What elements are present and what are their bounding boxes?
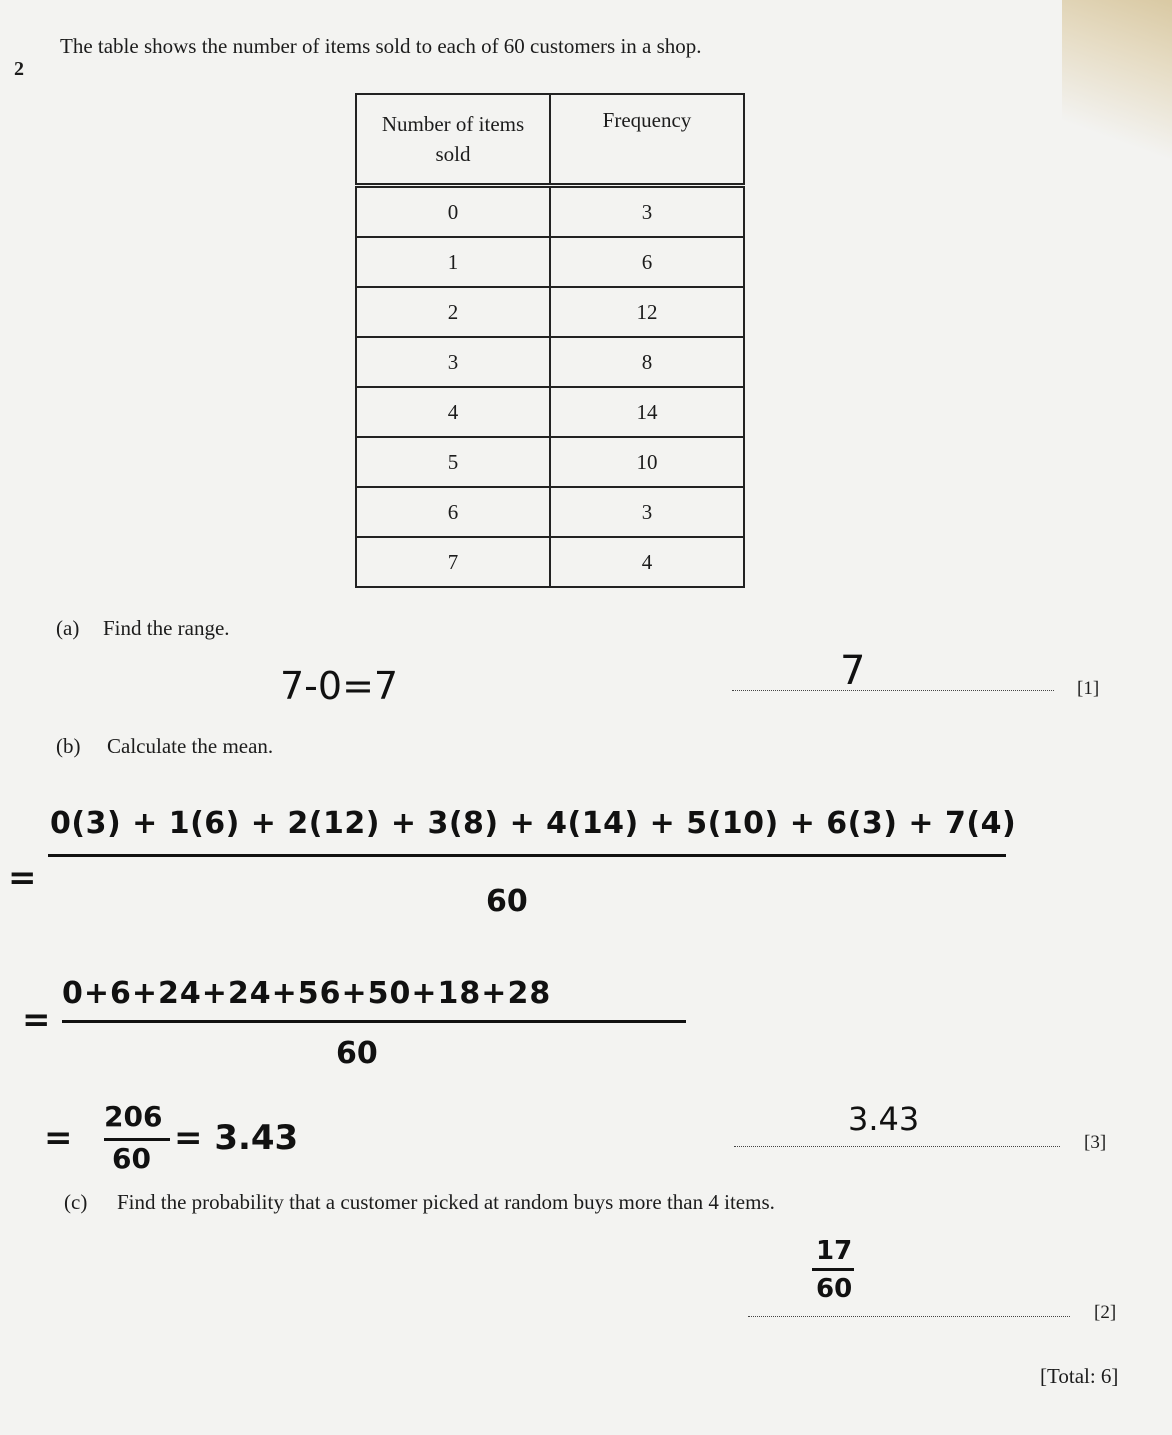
items-cell: 6 <box>356 487 550 537</box>
part-b-line2-equals: = <box>22 1000 51 1040</box>
items-cell: 2 <box>356 287 550 337</box>
total-marks: [Total: 6] <box>1040 1364 1119 1388</box>
paper-edge-shading <box>1062 0 1172 190</box>
part-a-marks: [1] <box>1077 678 1100 699</box>
part-b-line3-result: = 3.43 <box>174 1118 299 1158</box>
header-items-sold: Number of items sold <box>356 94 550 186</box>
frequency-cell: 12 <box>550 287 744 337</box>
part-c-fraction-bar <box>812 1268 854 1271</box>
part-b-line1-denominator: 60 <box>486 884 528 919</box>
part-b-label: (b) <box>56 734 81 758</box>
part-b-line3-denominator: 60 <box>112 1142 151 1175</box>
part-a-prompt: Find the range. <box>103 616 230 640</box>
part-b-line2-denominator: 60 <box>336 1036 378 1071</box>
part-b-answer: 3.43 <box>848 1100 920 1138</box>
table-row <box>356 437 744 487</box>
table-row <box>356 237 744 287</box>
items-cell: 4 <box>356 387 550 437</box>
table-row <box>356 387 744 437</box>
items-cell: 3 <box>356 337 550 387</box>
frequency-table <box>355 93 745 588</box>
table-row <box>356 487 744 537</box>
part-b-line2-numerator: 0+6+24+24+56+50+18+28 <box>62 976 552 1011</box>
frequency-cell: 4 <box>550 537 744 587</box>
table-row <box>356 537 744 587</box>
table-row <box>356 186 744 238</box>
part-b-line1-numerator: 0(3) + 1(6) + 2(12) + 3(8) + 4(14) + 5(10) + 6(3) + 7(4) <box>50 806 1017 841</box>
part-a-label: (a) <box>56 616 80 640</box>
frequency-cell: 10 <box>550 437 744 487</box>
part-b-line2-fraction-bar <box>62 1020 686 1023</box>
part-b-prompt: Calculate the mean. <box>107 734 274 758</box>
header-frequency: Frequency <box>550 94 744 186</box>
frequency-cell: 3 <box>550 186 744 238</box>
part-a-answer-line <box>732 690 1054 691</box>
part-b-marks: [3] <box>1084 1132 1107 1153</box>
question-number: 2 <box>14 58 24 80</box>
part-c-label: (c) <box>64 1190 88 1214</box>
table-header-row <box>356 94 744 186</box>
items-cell: 7 <box>356 537 550 587</box>
part-b-line3-numerator: 206 <box>104 1100 163 1133</box>
part-a-working: 7-0=7 <box>280 664 399 708</box>
part-b-line1-fraction-bar <box>48 854 1006 857</box>
items-cell: 5 <box>356 437 550 487</box>
frequency-cell: 3 <box>550 487 744 537</box>
items-cell: 0 <box>356 186 550 238</box>
question-stem: The table shows the number of items sold to each of 60 customers in a shop. <box>60 34 702 58</box>
frequency-cell: 8 <box>550 337 744 387</box>
part-a-answer: 7 <box>840 648 866 694</box>
part-b-answer-line <box>734 1146 1060 1147</box>
part-b-line3-equals: = <box>44 1118 73 1158</box>
frequency-cell: 6 <box>550 237 744 287</box>
table-row <box>356 287 744 337</box>
frequency-cell: 14 <box>550 387 744 437</box>
part-c-answer-line <box>748 1316 1070 1317</box>
items-cell: 1 <box>356 237 550 287</box>
part-b-line3-fraction-bar <box>104 1138 170 1141</box>
part-c-answer-numerator: 17 <box>816 1236 853 1266</box>
part-c-prompt: Find the probability that a customer picked at random buys more than 4 items. <box>117 1190 775 1214</box>
part-b-line1-equals: = <box>8 858 37 898</box>
part-c-answer-denominator: 60 <box>816 1274 853 1304</box>
part-c-marks: [2] <box>1094 1302 1117 1323</box>
table-row <box>356 337 744 387</box>
